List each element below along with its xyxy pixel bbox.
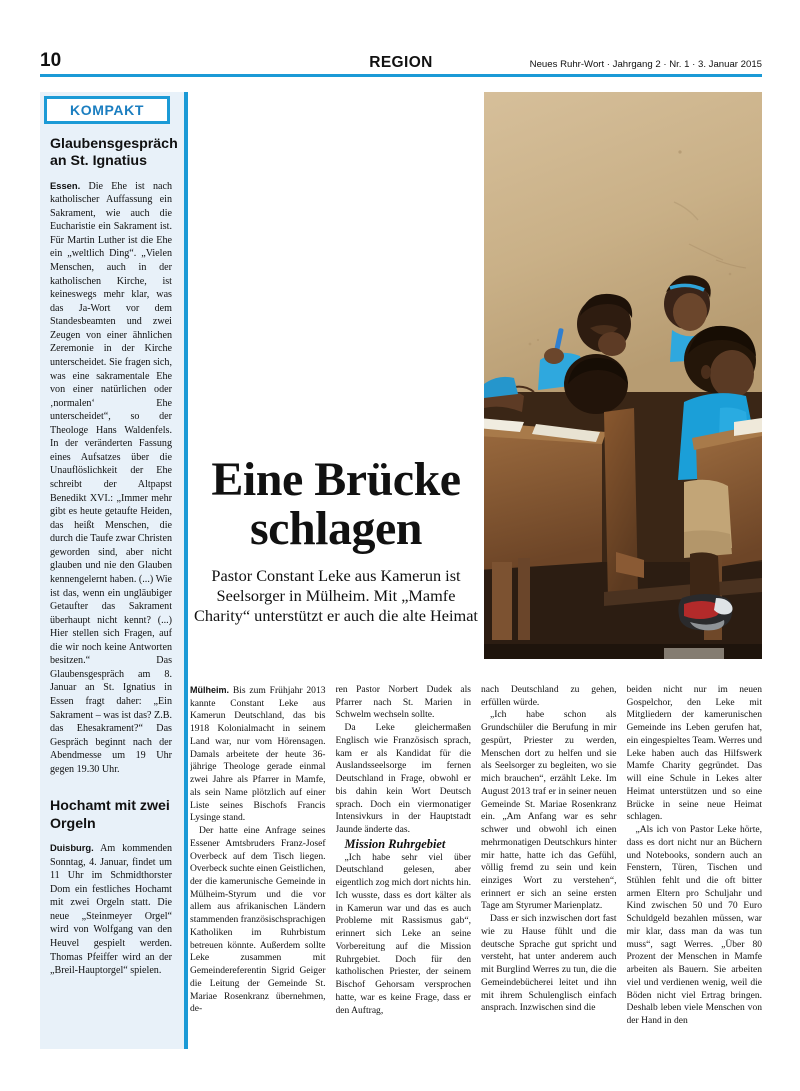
page-number: 10: [40, 50, 62, 71]
headline-line-2: schlagen: [249, 502, 422, 556]
kompakt-item-body-1: [50, 842, 172, 978]
headline: [190, 455, 482, 554]
headline-subtitle: Pastor Constant Leke aus Kamerun ist Seelsorger in Mülheim. Mit „Mamfe Charity“ unterstützt er auch die alte Heimat: [194, 565, 478, 625]
kompakt-paragraph: [50, 842, 172, 978]
kompakt-paragraph: [50, 180, 172, 777]
article-paragraph: ren Pastor Norbert Dudek als Pfarrer nach St. Marien in Schwelm wechseln sollte.: [335, 684, 471, 721]
article-column-2: [336, 684, 472, 1049]
article-columns: [190, 684, 762, 1049]
masthead: [40, 40, 762, 70]
headline-block: [190, 455, 482, 626]
kompakt-item-body-0: [50, 180, 172, 777]
article-paragraph: „Ich habe schon als Grundschüler die Berufung in mir gespürt, Priester zu werden, Menschen dort zu helfen und sie als Seelsorger zu begleiten, wo sie mich brauchen“, erzählt Leke. Im August 2013 traf er in seiner neuen Gemeinde St. Mariae Rosenkranz ein. „Am Anfang war es sehr schwer und obwohl ich einen mehrmonatigen Deutschkurs hinter mir hatte, hatte ich das Gefühl, völlig fremd zu sein und kein einziges Wort zu verstehen“, erinnert er sich an seine ersten Tage am Styrumer Marienplatz.: [481, 709, 617, 912]
kompakt-text-1: Am kommenden Sonntag, 4. Januar, findet um 11 Uhr im Schmidthorster Dom ein festliches Hochamt mit zwei Orgeln statt. Die neue „Steinmeyer Orgel“ wird von Wolfgang van den Heuvel gespielt werden. Thomas Pfeiffer wird an der „Breil-Hauptorgel“ spielen.: [50, 843, 172, 977]
article-paragraph: beiden nicht nur im neuen Gospelchor, den Leke mit Mitgliedern der kamerunischen Gemeinde ins Leben gerufen hat, ein eingespieltes Team. Werres und Leke haben auch das Hilfswerk Mamfe Charity gegründet. Das will eine Schule in Lekes alter Heimat unterstützen und so eine Brücke in seine neue Heimat schlagen.: [626, 684, 762, 823]
article-paragraph: nach Deutschland zu gehen, erfüllen würde.: [481, 684, 617, 708]
article-column-4: [627, 684, 763, 1049]
kompakt-item-title-0: Glaubensgespräch an St. Ignatius: [50, 136, 178, 170]
masthead-rule: [40, 74, 762, 77]
kompakt-dateline-0: Essen.: [50, 179, 81, 191]
article-paragraph: „Ich habe sehr viel über Deutschland gelesen, aber eigentlich zog mich dort nichts hin. Ich wusste, dass es dort kälter als in Kamerun war und das es auch Probleme mit Rassismus gab“, erinnert sich Leke an seine Vorbereitung auf die Mission Ruhrgebiet. Doch für den katholischen Priester, der seinem Bischof Gehorsam versprochen hatte, war es keine Frage, dass er den Auftrag,: [335, 851, 471, 1016]
kompakt-item-title-1: Hochamt mit zwei Orgeln: [50, 798, 170, 832]
article-paragraph: [190, 684, 326, 825]
article-text: Bis zum Frühjahr 2013 kannte Constant Leke aus Kamerun Deutschland, das bis 1918 Kolonialmacht in seinem Land war, nur vom Hörensagen. Damals arbeitete der heute 36-jährige Theologe gerade einmal zwei Jahre als Pfarrer in Mamfe, als sein Name plötzlich auf einer Liste seines Bischofs Francis Lysinge stand.: [190, 685, 326, 824]
headline-line-1: Eine Brücke: [211, 453, 461, 506]
article-column-1: [190, 684, 326, 1049]
article-column-3: [481, 684, 617, 1049]
kompakt-text-0: Die Ehe ist nach katholischer Auffassung ein Sakrament, wie auch die Eucharistie ein Sakrament ist. Für Martin Luther ist die Ehe ein „weltlich Ding“. „Vielen Menschen, auch in der katholischen Kirche, ist keineswegs mehr klar, was das Ja-Wort vor dem Standesbeamten und zwei Zeugen von einer ähnlichen Zeremonie in der Kirche unterscheidet. Sie fragen sich, was eine sakramentale Ehe von einer natürlichen oder ‚normalen‘ Ehe unterscheidet“, so der Theologe Hans Waldenfels. In der veränderten Fassung eines Aufsatzes über die Unauflöslichkeit der Ehe schreibt der Altpapst Benedikt XVI.: „Immer mehr gibt es heute getaufte Heiden, das heißt Menschen, die durch die Taufe zwar Christen geworden sind, aber nicht glauben und nie den Glauben kennengelernt haben. (...) Wie ist das, wenn ein ungläubiger Getaufter das Sakrament überhaupt nicht kennt? (...) Hier stellen sich Fragen, auf die wir noch keine Antworten besitzen.“ Das Glaubensgespräch am 8. Januar an St. Ignatius in Essen fragt daher: „Ein Sakrament – was ist das? Z.B. das Ehesakrament?“ Das Gespräch beginnt nach der Abendmesse um 19 Uhr gegen 19.30 Uhr.: [50, 180, 172, 775]
article-paragraph: „Als ich von Pastor Leke hörte, dass es dort nicht nur an Büchern und Notebooks, sondern auch an Fenstern, Türen, Tischen und Stühlen fehlt und die oft bitter armen Eltern pro Schuljahr und Kind zwischen 50 und 70 Euro Schuldgeld bezahlen müssen, war mir klar, dass man da was tun muss“, sagt Werres. „Über 80 Prozent der Menschen in Mamfe arbeiten als Bauern. Sie arbeiten viel und verdienen wenig, weil die Böden nicht viel Ertrag bringen. Deshalb leben viele Menschen von der Hand in den: [626, 824, 762, 1027]
article-paragraph: Da Leke gleichermaßen Englisch wie Französisch sprach, kam er als Kandidat für die Auslandsseelsorge im fernen Deutschland in Frage, obwohl er bis dahin kein Wort Deutsch sprach. Doch ein viermonatiger Intensivkurs in der Hauptstadt Jaunde änderte das.: [335, 722, 471, 836]
masthead-meta: Neues Ruhr-Wort · Jahrgang 2 · Nr. 1 · 3. Januar 2015: [529, 59, 762, 71]
section-title: REGION: [369, 53, 433, 71]
article-subsection-heading: Mission Ruhrgebiet: [344, 836, 446, 851]
photo-illustration: [484, 92, 762, 659]
article-paragraph: Der hatte eine Anfrage seines Essener Amtsbruders Franz-Josef Overbeck auf dem Tisch liegen. Overbeck suchte einen Geistlichen, der die kamerunische Gemeinde in Mülheim-Styrum und die vor allem aus afrikanischen Ländern stammenden französischsprachigen Katholiken im Ruhrbistum betreuen könnte. Außerdem sollte Leke zusammen mit Gemeindereferentin Sigrid Geiger die Leitung der Gemeinde St. Mariae Rosenkranz übernehmen, de-: [190, 825, 326, 1015]
kompakt-dateline-1: Duisburg.: [50, 842, 94, 853]
kompakt-content: [40, 124, 184, 978]
article-paragraph: Dass er sich inzwischen dort fast wie zu Hause fühlt und die deutsche Sprache gut spricht und versteht, hat unter anderem auch mit Burglind Werres zu tun, die die Gemeindebücherei leitet und ihn mit ihrem Schulenglisch einfach ansprach. Inzwischen sind die: [481, 913, 617, 1014]
kompakt-badge: [44, 96, 170, 124]
kompakt-sidebar: [40, 92, 188, 1049]
article-photo: [484, 92, 762, 659]
article-dateline: Mülheim.: [190, 685, 230, 695]
kompakt-badge-label: KOMPAKT: [70, 102, 144, 118]
